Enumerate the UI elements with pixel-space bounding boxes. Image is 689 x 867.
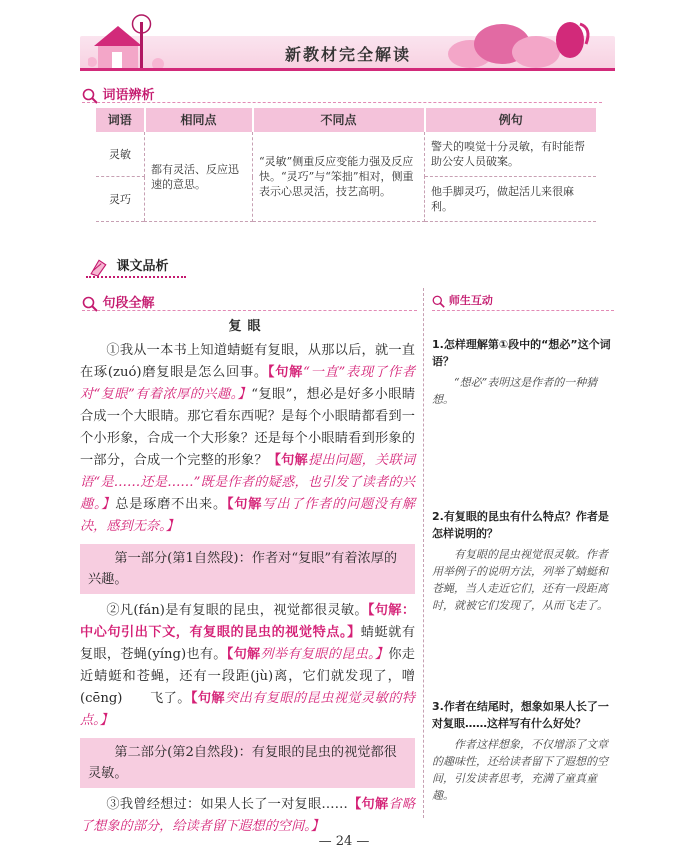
- header-example: 例句: [425, 108, 597, 132]
- difference-cell: “灵敏”侧重反应变能力强及反应快。“灵巧”与“笨拙”相对，侧重表示心思灵活，技艺高明。: [253, 132, 425, 222]
- word-cell: 灵敏: [96, 132, 145, 177]
- header-rule: [80, 68, 615, 71]
- house-tree-illustration: [88, 12, 168, 72]
- header-word: 词语: [96, 108, 145, 132]
- table-header-row: [96, 108, 596, 132]
- header-title: 新教材完全解读: [284, 45, 411, 64]
- word-cell: 灵巧: [96, 177, 145, 222]
- note-text: 写出了作者的问题没有解决，感到无奈。】: [80, 497, 416, 534]
- interact-section-title: 师生互动: [448, 294, 493, 307]
- table-row: [96, 132, 596, 177]
- part-summary-2: 第二部分(第2自然段)：有复眼的昆虫的视觉都很灵敏。: [80, 738, 415, 788]
- page-number: — 24 —: [318, 834, 370, 849]
- question-2: 2.有复眼的昆虫有什么特点？作者是怎样说明的？: [432, 510, 609, 540]
- vocab-table: [96, 108, 596, 222]
- text-run: 你走近蜻蜓和苍蝇，还有一段距(jù)离，它们就发现了，噌(cēng) 飞了。: [80, 647, 415, 706]
- note-text: “一直”表现了作者对“复眼”有着浓厚的兴趣。】: [80, 365, 416, 402]
- note-tag: 【句解: [347, 797, 389, 812]
- note-tag: 【句解: [267, 365, 304, 380]
- answer-1: “想必”表明这是作者的一种猜想。: [432, 376, 598, 406]
- text-run: “复眼”，想必是好多小眼睛合成一个大眼睛。那它看东西呢？是每个小眼睛都看到一个小形象，合成一个大形象？还是每个小眼睛看到形象的一部分，合成一个完整的形象？: [80, 387, 416, 468]
- interact-section-rule: [432, 310, 614, 312]
- example-cell: 警犬的嗅觉十分灵敏，有时能帮助公安人员破案。: [425, 132, 597, 177]
- header-difference: 不同点: [253, 108, 425, 132]
- answer-3: 作者这样想象，不仅增添了文章的趣味性，还给读者留下了遐想的空间，引发读者思考，充满了童真童趣。: [432, 738, 608, 802]
- magnifier-icon: [432, 295, 445, 308]
- cloud-decoration: [440, 14, 600, 72]
- paragraph-3: [80, 794, 415, 838]
- paragraph-section-title: 句段全解: [102, 296, 155, 311]
- note-text: 提出问题，关联词语“是……还是……”既是作者的疑惑，也引发了读者的兴趣。】: [80, 453, 416, 512]
- vocab-section-rule: [82, 102, 602, 104]
- common-cell: 都有灵活、反应迅速的意思。: [145, 132, 253, 222]
- text-run: ②凡(fán)是有复眼的昆虫，视觉都很灵敏。: [106, 603, 368, 618]
- example-cell: 他手脚灵巧，做起活儿来很麻利。: [425, 177, 597, 222]
- main-text-column: [80, 316, 415, 838]
- vocab-section-head: [82, 84, 155, 104]
- pencil-notebook-icon: [86, 258, 112, 276]
- paragraph-2: [80, 600, 415, 732]
- note-tag: 【句解: [226, 497, 263, 512]
- note-text: 列举有复眼的昆虫。】: [260, 647, 389, 662]
- note-text: 省略了想象的部分，给读者留下遐想的空间。】: [80, 797, 416, 834]
- qa-item-2: [432, 508, 614, 614]
- question-3: 3.作者在结尾时，想象如果人长了一对复眼……这样写有什么好处？: [432, 700, 609, 730]
- analysis-section-title: 课文品析: [116, 259, 169, 274]
- essay-title: 复眼: [228, 319, 267, 334]
- qa-item-3: [432, 698, 614, 804]
- note-tag: 【句解: [267, 453, 308, 468]
- paragraph-section-head: [82, 292, 155, 312]
- interact-section-head: [432, 292, 493, 308]
- text-run: ①我从一本书上知道蜻蜓有复眼，从那以后，就一直在琢(zuó)磨复眼是怎么回事。: [80, 343, 415, 380]
- column-divider: [423, 288, 424, 818]
- note-tag: 【句解: [226, 647, 261, 662]
- analysis-section-head: [86, 255, 169, 276]
- paragraph-section-rule: [82, 310, 417, 312]
- qa-item-1: [432, 336, 614, 408]
- header-common: 相同点: [145, 108, 253, 132]
- paragraph-1: [80, 340, 415, 538]
- note-tag: 【句解：中心句引出下文，有复眼的昆虫的视觉特点。】: [80, 603, 416, 640]
- answer-2: 有复眼的昆虫视觉很灵敏。作者用举例子的说明方法，列举了蜻蜓和苍蝇，当人走近它们，还有一段距离时，就被它们发现了，从而飞走了。: [432, 548, 608, 612]
- note-tag: 【句解: [190, 691, 226, 706]
- text-run: ③我曾经想过：如果人长了一对复眼……: [106, 797, 348, 812]
- text-run: 总是琢磨不出来。: [115, 497, 227, 512]
- note-text: 突出有复眼的昆虫视觉灵敏的特点。】: [80, 691, 416, 728]
- text-run: 蜻蜓就有复眼，苍蝇(yíng)也有。: [80, 625, 416, 662]
- vocab-section-title: 词语辨析: [102, 88, 155, 103]
- question-1: 1.怎样理解第①段中的“想必”这个词语？: [432, 338, 611, 368]
- analysis-section-rule: [86, 276, 186, 279]
- part-summary-1: 第一部分(第1自然段)：作者对“复眼”有着浓厚的兴趣。: [80, 544, 415, 594]
